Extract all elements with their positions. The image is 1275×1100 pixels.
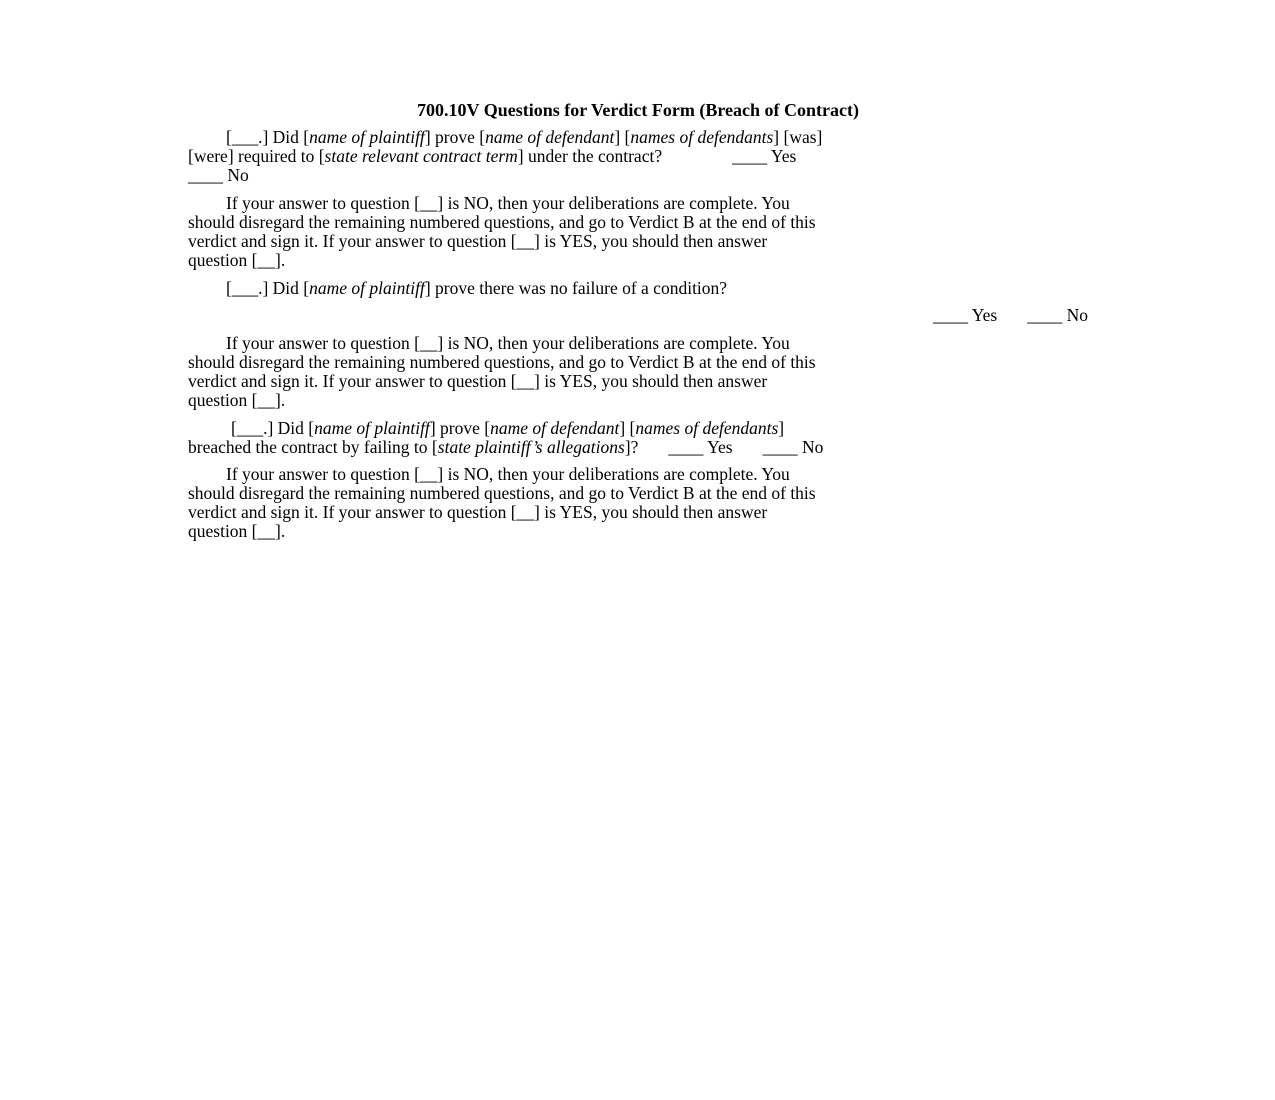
yes-blank[interactable]: ____ Yes	[732, 146, 797, 166]
question-1-line-2: [were] required to [state relevant contract term] under the contract? ____ Yes	[188, 146, 797, 166]
no-blank[interactable]: ____ No	[762, 437, 824, 457]
question-1-line-3	[188, 166, 1088, 185]
question-3-line-1: [___.] Did [name of plaintiff] prove [name of defendant] [names of defendants]	[231, 418, 785, 438]
instruction-2: If your answer to question [__] is NO, then your deliberations are complete. You should disregard the remaining numbered questions, and go to Verdict B at the end of this verdict and sign it. If your answer to question [__] is YES, you should then answer question [__].	[188, 333, 816, 410]
question-2-line-1: [___.] Did [name of plaintiff] prove there was no failure of a condition?	[226, 278, 728, 298]
yes-blank[interactable]: ____ Yes	[933, 305, 998, 325]
question-1	[188, 128, 1088, 185]
yes-blank[interactable]: ____ Yes	[668, 437, 733, 457]
no-blank[interactable]: ____ No	[188, 165, 249, 185]
question-1-line-1: [___.] Did [name of plaintiff] prove [name of defendant] [names of defendants] [was]	[226, 127, 823, 147]
question-2	[188, 279, 1088, 298]
instruction-1: If your answer to question [__] is NO, then your deliberations are complete. You should disregard the remaining numbered questions, and go to Verdict B at the end of this verdict and sign it. If your answer to question [__] is YES, you should then answer question [__].	[188, 193, 816, 270]
question-2-answers	[188, 306, 1098, 325]
question-3	[188, 419, 1088, 457]
question-3-line-2: breached the contract by failing to [state plaintiff’s allegations]? ____ Yes ____ No	[188, 437, 824, 457]
no-blank[interactable]: ____ No	[1027, 305, 1088, 325]
instruction-3: If your answer to question [__] is NO, then your deliberations are complete. You should disregard the remaining numbered questions, and go to Verdict B at the end of this verdict and sign it. If your answer to question [__] is YES, you should then answer question [__].	[188, 464, 816, 541]
form-title: 700.10V Questions for Verdict Form (Breach of Contract)	[417, 100, 859, 120]
